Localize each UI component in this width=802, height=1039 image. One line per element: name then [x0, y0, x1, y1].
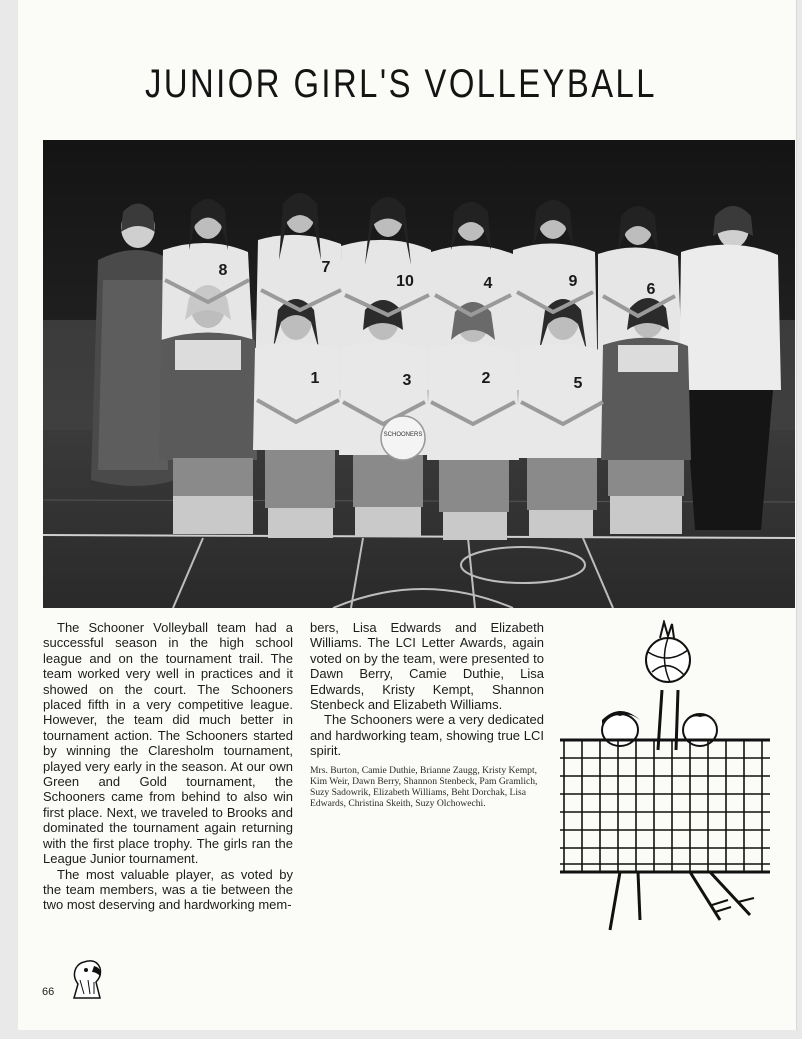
article-column-1 [43, 620, 293, 913]
team-photo-illustration [43, 140, 795, 608]
jersey-number: 6 [646, 281, 656, 298]
page-title: JUNIOR GIRL'S VOLLEYBALL [145, 62, 657, 106]
article-column-2 [310, 620, 544, 809]
jersey-number: 8 [218, 262, 228, 279]
volleyball-drawing [560, 620, 770, 940]
jersey-number: 4 [483, 275, 493, 292]
article-paragraph: The most valuable player, as voted by the team members, was a tie between the two most deserving and hardworking mem- [43, 866, 293, 913]
jersey-number: 9 [568, 273, 578, 290]
ball-label: SCHOONERS [383, 432, 423, 438]
parrot-mascot-icon [66, 958, 112, 1002]
jersey-number: 3 [402, 372, 412, 389]
article-paragraph: bers, Lisa Edwards and Elizabeth Williams. The LCI Letter Awards, again voted on by the team, were presented to Dawn Berry, Camie Duthie, Lisa Edwards, Kristy Kempt, Shannon Stenbeck and Elizabeth Williams. [310, 620, 544, 713]
jersey-number: 7 [321, 259, 331, 276]
article-paragraph: The Schooners were a very dedicated and hardworking team, showing true LCI spirit. [310, 712, 544, 759]
jersey-number: 5 [573, 375, 583, 392]
team-photo [43, 140, 795, 608]
jersey-number: 1 [310, 370, 320, 387]
jersey-number: 2 [481, 370, 491, 387]
photo-caption: Mrs. Burton, Camie Duthie, Brianne Zaugg, Kristy Kempt, Kim Weir, Dawn Berry, Shannon Stenbeck, Pam Gramlich, Suzy Sadowrik, Elizabeth Williams, Beht Dorchak, Lisa Edwards, Christina Skeith, Suzy Olchowechi. [310, 764, 538, 809]
page-number: 66 [42, 986, 55, 998]
article-paragraph: The Schooner Volleyball team had a successful season in the high school league and on the tournament trail. The team worked very well in practices and it showed on the court. The Schooners placed fifth in a very competitive league. However, the team did much better in tournament action. The Schooners started by winning the Claresholm tournament, played very early in the season. At our own Green and Gold tournament, the Schooners came from behind to also win first place. Next, we traveled to Brooks and dominated the tournament again returning with the first place trophy. The girls ran the League Junior tournament. [43, 620, 293, 867]
jersey-number: 10 [396, 273, 414, 290]
